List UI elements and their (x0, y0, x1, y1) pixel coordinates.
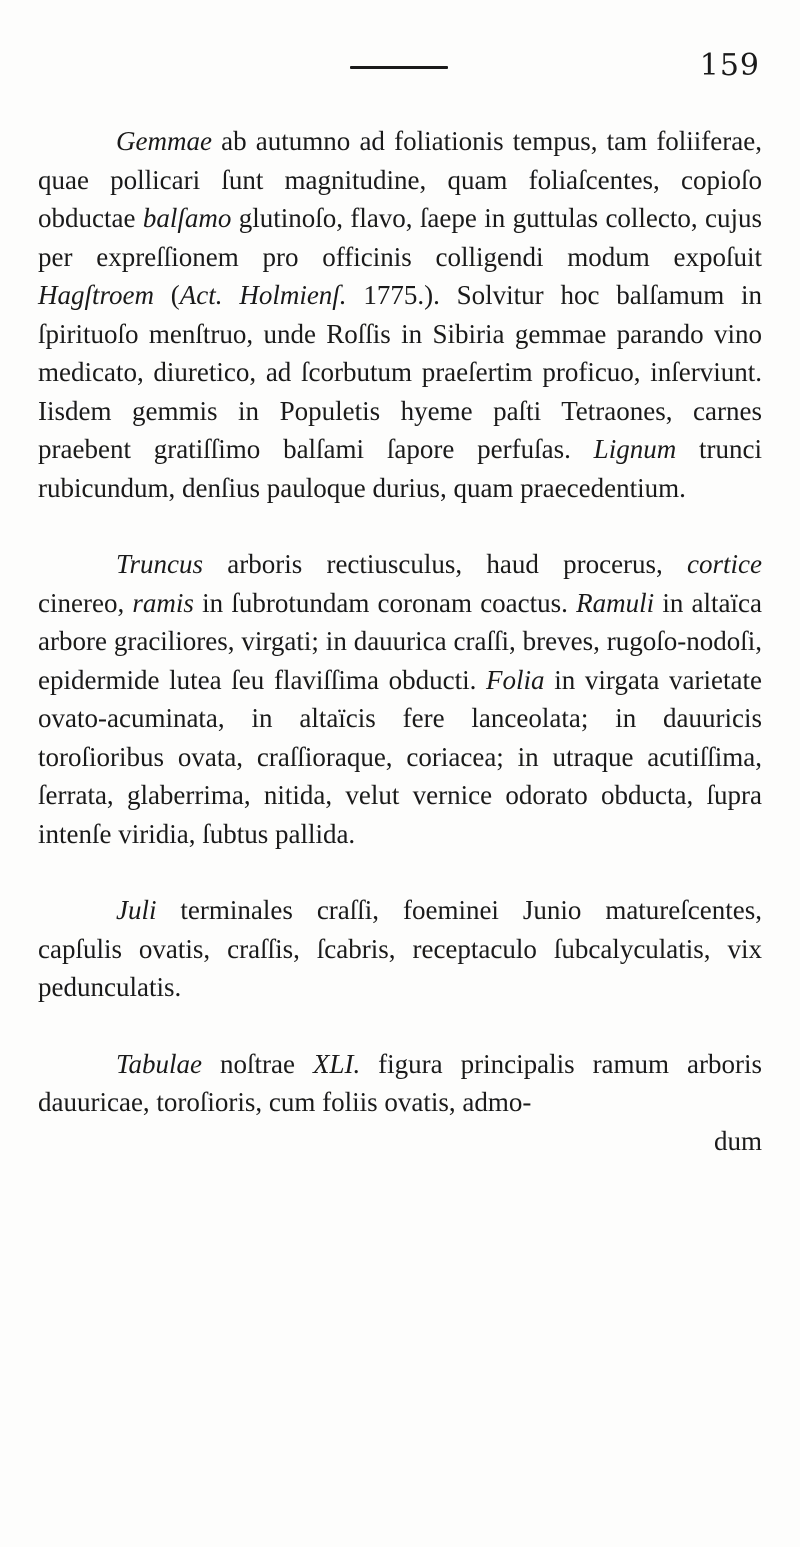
text-segment: in altaïca arbore graciliores, virgati; in dauurica craſſi, breves, rugoſo-nodoſi, epidermide lutea ſeu flaviſſima obducti. (38, 587, 762, 695)
paragraph-juli (38, 891, 762, 1007)
text-segment: glutinoſo, flavo, ſaepe in guttulas collecto, cujus per expreſſionem pro officinis colligendi modum expoſuit (38, 203, 763, 272)
text-segment: in virgata varietate ovato-acuminata, in altaïcis fere lanceolata; in dauuricis toroſioribus ovata, craſſioraque, coriacea; in utraque acutiſſima, ſerrata, glaberrima, nitida, velut vernice odorato obducta, ſupra intenſe viridia, ſubtus pallida. (38, 664, 762, 849)
term-cortice: cortice (687, 549, 762, 579)
text-segment: cinereo, (38, 587, 133, 618)
text-segment: ab autumno ad foliationis tempus, tam foliiferae, quae pollicari ſunt magnitudine, quam foliaſcentes, copioſo obductae (38, 126, 762, 233)
author-hagstroem: Hagſtroem (38, 280, 154, 310)
term-gemmae: Gemmae (116, 126, 212, 156)
term-truncus: Truncus (116, 549, 204, 579)
text-segment: noſtrae (202, 1048, 313, 1079)
paragraph-gemmae (38, 122, 762, 507)
text-segment: 1775.). Solvitur hoc balſamum in ſpirituoſo menſtruo, unde Roſſis in Sibiria gemmae parando vino medicato, diuretico, ad ſcorbutum praeſertim proficuo, inſerviunt. Iisdem gemmis in Populetis hyeme paſti Tetraones, carnes praebent gratiſſimo balſami ſapore perfuſas. (38, 280, 762, 464)
catchword: dum (713, 1125, 762, 1156)
term-lignum: Lignum (593, 434, 677, 464)
paragraph-truncus (38, 545, 762, 853)
term-tabulae: Tabulae (116, 1048, 203, 1079)
term-ramuli: Ramuli (576, 587, 655, 618)
term-ramis: ramis (132, 587, 194, 618)
body-text (38, 122, 762, 1160)
citation-act-holmiens: Act. Holmienſ. (179, 280, 347, 310)
text-segment: trunci rubicundum, denſius pauloque durius, quam praecedentium. (38, 434, 762, 503)
paragraph-tabulae (38, 1045, 762, 1161)
header-rule (350, 66, 448, 69)
plate-number: XLI. (312, 1048, 361, 1079)
text-segment: ( (154, 280, 180, 310)
text-segment: figura principalis ramum arboris dauuricae, toroſioris, cum foliis ovatis, admo- (38, 1048, 762, 1117)
term-balsamo: balſamo (142, 203, 232, 233)
text-segment: in ſubrotundam coronam coactus. (193, 587, 577, 618)
term-juli: Juli (116, 895, 157, 925)
text-segment: arboris rectiusculus, haud procerus, (203, 549, 688, 579)
page-number: 159 (699, 48, 760, 83)
term-folia: Folia (486, 664, 545, 695)
text-segment: terminales craſſi, foeminei Junio matureſcentes, capſulis ovatis, craſſis, ſcabris, receptaculo ſubcalyculatis, vix pedunculatis. (38, 895, 762, 1002)
